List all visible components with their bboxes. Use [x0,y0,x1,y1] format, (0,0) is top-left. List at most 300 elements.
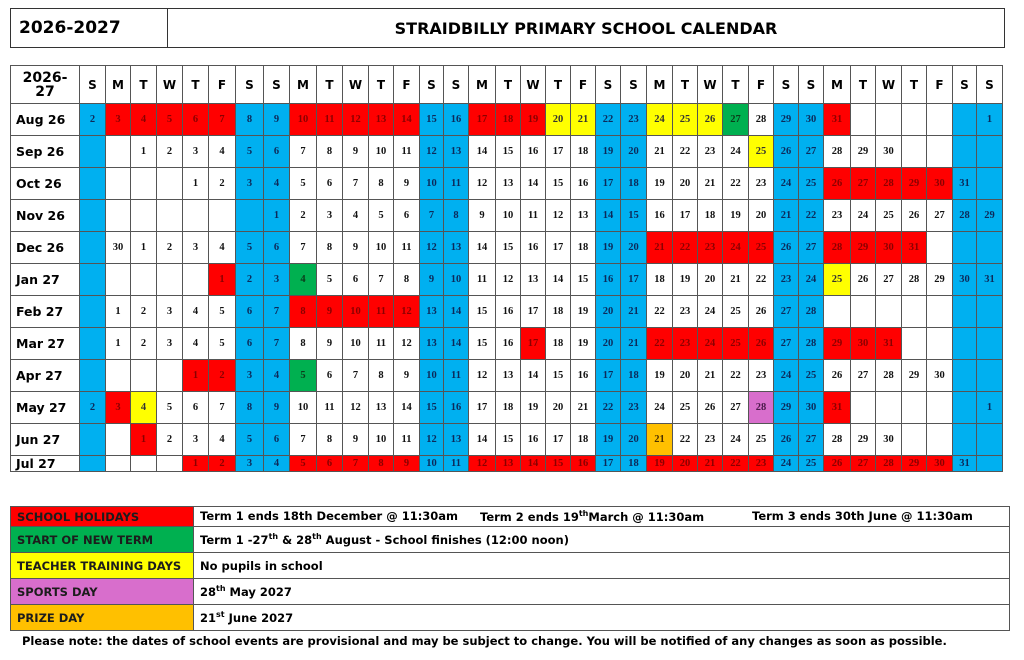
day-cell: 21 [571,104,596,136]
day-cell: 1 [264,200,290,232]
day-cell: 17 [546,424,571,456]
day-cell: 31 [824,392,851,424]
month-label: Nov 26 [11,200,80,232]
day-cell: 12 [469,456,496,472]
month-label: Feb 27 [11,296,80,328]
day-cell: 23 [749,456,774,472]
day-cell: 13 [496,168,521,200]
day-cell: 23 [749,360,774,392]
day-cell: 7 [264,296,290,328]
day-cell: 13 [444,232,469,264]
day-cell: 18 [496,392,521,424]
month-label: Apr 27 [11,360,80,392]
day-cell: 25 [799,456,824,472]
corner-label-line1: 2026- [22,69,68,86]
day-cell: 20 [673,360,698,392]
day-cell: 20 [621,232,647,264]
day-cell: 27 [927,200,953,232]
day-header: F [749,66,774,104]
day-cell: 3 [264,264,290,296]
day-cell: 28 [749,104,774,136]
day-cell: 6 [394,200,420,232]
day-cell: 31 [824,104,851,136]
day-cell: 12 [394,328,420,360]
day-cell: 20 [698,264,723,296]
day-cell: 11 [444,456,469,472]
day-cell [851,392,876,424]
day-cell: 2 [131,328,157,360]
day-header: S [236,66,264,104]
month-row [11,424,1003,456]
day-cell [876,104,902,136]
day-cell [851,104,876,136]
day-cell: 12 [343,104,369,136]
month-row [11,200,1003,232]
day-cell: 9 [420,264,444,296]
day-cell: 13 [420,296,444,328]
day-cell: 14 [469,232,496,264]
day-cell: 28 [749,392,774,424]
day-cell: 5 [209,296,236,328]
legend-row-holidays [11,507,1010,527]
day-cell: 30 [876,424,902,456]
day-cell: 18 [647,264,673,296]
day-cell [157,360,183,392]
day-header: W [876,66,902,104]
day-cell: 13 [521,264,546,296]
day-cell: 1 [183,168,209,200]
day-cell: 14 [444,296,469,328]
day-cell: 24 [774,168,799,200]
day-cell: 15 [546,168,571,200]
day-cell [977,360,1003,392]
day-cell: 8 [236,104,264,136]
day-cell: 26 [698,392,723,424]
day-cell [106,264,131,296]
day-cell: 30 [927,168,953,200]
day-cell: 11 [521,200,546,232]
day-cell: 18 [698,200,723,232]
day-header: S [596,66,621,104]
day-header: S [799,66,824,104]
day-cell: 27 [851,168,876,200]
title-box [10,8,1005,48]
day-cell: 2 [131,296,157,328]
day-cell: 4 [290,264,317,296]
day-cell: 20 [546,104,571,136]
month-label: Mar 27 [11,328,80,360]
day-cell: 26 [698,104,723,136]
day-cell: 7 [209,392,236,424]
day-cell: 28 [824,424,851,456]
day-cell: 29 [774,392,799,424]
day-cell: 11 [394,424,420,456]
day-header: S [953,66,977,104]
day-cell: 22 [799,200,824,232]
day-cell: 16 [521,424,546,456]
day-header: F [571,66,596,104]
day-cell [902,424,927,456]
day-cell: 20 [596,296,621,328]
day-cell [209,200,236,232]
day-cell: 20 [596,328,621,360]
day-cell [927,104,953,136]
day-cell: 10 [420,168,444,200]
day-cell [183,200,209,232]
day-cell: 30 [876,136,902,168]
day-cell: 25 [723,328,749,360]
day-cell: 28 [902,264,927,296]
day-cell: 5 [236,424,264,456]
month-label: May 27 [11,392,80,424]
day-cell: 20 [546,392,571,424]
day-cell [927,136,953,168]
day-cell: 8 [290,328,317,360]
day-cell: 4 [264,456,290,472]
day-cell: 24 [698,328,723,360]
day-cell: 26 [851,264,876,296]
day-cell: 10 [444,264,469,296]
day-cell: 23 [698,232,723,264]
day-cell: 7 [290,424,317,456]
day-cell: 24 [774,360,799,392]
day-cell: 30 [927,456,953,472]
day-cell: 28 [876,456,902,472]
day-cell: 14 [394,104,420,136]
day-cell: 8 [369,456,394,472]
day-header: W [521,66,546,104]
day-cell: 25 [799,360,824,392]
day-cell: 23 [621,392,647,424]
day-cell: 2 [290,200,317,232]
day-cell: 27 [799,136,824,168]
day-cell [80,232,106,264]
day-cell: 8 [369,168,394,200]
day-cell: 27 [774,328,799,360]
prize-day-rest: June 2027 [224,610,294,625]
day-cell: 27 [723,104,749,136]
day-cell: 12 [546,200,571,232]
day-cell: 17 [546,136,571,168]
day-cell: 24 [723,136,749,168]
day-header: T [369,66,394,104]
day-cell: 28 [824,232,851,264]
day-cell: 28 [799,328,824,360]
legend-desc-prize [194,605,1010,631]
day-cell: 5 [290,360,317,392]
legend-row-prize [11,605,1010,631]
day-cell [977,328,1003,360]
day-cell [80,360,106,392]
day-cell: 26 [824,168,851,200]
day-cell: 18 [621,168,647,200]
day-cell: 16 [521,136,546,168]
day-cell: 4 [183,296,209,328]
calendar-grid [10,65,1003,472]
page-title: STRAIDBILLY PRIMARY SCHOOL CALENDAR [394,18,778,38]
new-term-sup2: th [312,532,322,542]
day-cell: 5 [317,264,343,296]
day-header: M [106,66,131,104]
day-cell: 9 [317,328,343,360]
day-cell: 12 [496,264,521,296]
sports-day-sup: th [216,584,226,594]
legend-desc-new-term [194,527,1010,553]
day-cell: 16 [496,296,521,328]
day-cell: 24 [723,232,749,264]
day-cell: 13 [369,392,394,424]
day-cell: 17 [521,296,546,328]
day-cell: 15 [420,104,444,136]
month-row [11,232,1003,264]
day-cell [106,136,131,168]
day-cell: 17 [596,360,621,392]
day-cell: 16 [444,392,469,424]
day-cell: 6 [236,296,264,328]
day-header-row [11,66,1003,104]
day-cell: 23 [698,424,723,456]
day-cell: 7 [290,232,317,264]
day-cell: 14 [596,200,621,232]
day-cell: 19 [723,200,749,232]
day-cell: 29 [902,360,927,392]
day-cell [927,296,953,328]
day-cell: 8 [236,392,264,424]
day-cell: 22 [749,264,774,296]
day-cell: 7 [343,360,369,392]
day-cell: 14 [521,360,546,392]
day-cell: 23 [824,200,851,232]
day-cell: 31 [902,232,927,264]
day-cell: 31 [977,264,1003,296]
day-cell: 14 [394,392,420,424]
day-cell: 9 [394,456,420,472]
day-cell: 13 [369,104,394,136]
day-cell: 4 [343,200,369,232]
day-cell [80,296,106,328]
day-header: T [851,66,876,104]
day-cell: 10 [343,296,369,328]
day-cell: 30 [851,328,876,360]
day-cell: 23 [673,296,698,328]
day-cell: 21 [647,424,673,456]
day-header: S [420,66,444,104]
legend-row-training [11,553,1010,579]
day-header: W [698,66,723,104]
day-cell: 29 [851,232,876,264]
day-cell: 28 [876,168,902,200]
day-cell: 5 [369,200,394,232]
day-cell [953,104,977,136]
day-cell: 15 [469,328,496,360]
day-cell: 10 [420,360,444,392]
day-header: M [824,66,851,104]
day-header: T [183,66,209,104]
day-cell: 6 [183,392,209,424]
day-cell: 22 [647,296,673,328]
day-cell: 13 [444,136,469,168]
day-cell: 16 [571,456,596,472]
new-term-text-b: & 28 [278,532,313,547]
day-cell: 25 [673,104,698,136]
footer-note: Please note: the dates of school events are provisional and may be subject to change. You will be notified of any changes as soon as possible. [22,634,947,648]
day-cell: 24 [647,104,673,136]
day-cell: 3 [157,296,183,328]
day-cell [876,392,902,424]
day-header: T [902,66,927,104]
day-cell [80,424,106,456]
legend-desc-sports [194,579,1010,605]
day-cell: 22 [596,392,621,424]
day-cell [131,264,157,296]
day-cell: 11 [444,168,469,200]
day-cell: 19 [521,392,546,424]
day-cell: 7 [420,200,444,232]
day-cell: 29 [902,168,927,200]
day-cell: 16 [596,264,621,296]
month-row [11,360,1003,392]
day-cell: 4 [131,104,157,136]
day-cell: 24 [799,264,824,296]
day-cell [953,360,977,392]
day-cell: 3 [183,424,209,456]
day-cell [902,296,927,328]
day-cell: 29 [774,104,799,136]
school-year: 2026-2027 [11,9,168,47]
day-cell: 22 [596,104,621,136]
legend-label-sports: SPORTS DAY [11,579,194,605]
day-cell: 5 [157,104,183,136]
term2-end [480,509,752,524]
day-cell: 20 [621,424,647,456]
day-cell: 9 [317,296,343,328]
day-cell: 28 [953,200,977,232]
day-cell: 8 [317,136,343,168]
day-cell: 31 [953,168,977,200]
day-cell: 11 [317,392,343,424]
day-cell: 1 [106,296,131,328]
day-cell: 10 [290,104,317,136]
day-cell: 7 [264,328,290,360]
day-cell: 13 [571,200,596,232]
day-cell: 15 [621,200,647,232]
day-cell: 6 [317,360,343,392]
legend-table [10,506,1010,631]
day-cell: 29 [851,136,876,168]
day-cell: 15 [571,264,596,296]
day-cell: 5 [236,136,264,168]
day-cell: 30 [876,232,902,264]
day-cell [824,296,851,328]
day-cell: 17 [596,168,621,200]
day-cell: 2 [157,424,183,456]
day-cell [851,296,876,328]
day-cell: 15 [496,232,521,264]
day-cell: 18 [571,424,596,456]
day-cell: 10 [420,456,444,472]
day-cell: 12 [420,424,444,456]
day-cell: 3 [183,232,209,264]
day-header: T [131,66,157,104]
day-cell: 25 [799,168,824,200]
day-cell: 21 [698,360,723,392]
day-cell [106,200,131,232]
month-label: Jan 27 [11,264,80,296]
month-row [11,328,1003,360]
day-cell: 25 [723,296,749,328]
day-cell: 15 [496,424,521,456]
day-cell: 15 [546,456,571,472]
day-cell: 23 [621,104,647,136]
day-cell: 22 [673,232,698,264]
day-cell: 3 [236,360,264,392]
day-cell [106,168,131,200]
day-cell: 23 [673,328,698,360]
day-cell [876,296,902,328]
day-cell: 13 [496,456,521,472]
sports-day-num: 28 [200,584,217,599]
day-cell: 18 [621,360,647,392]
prize-day-num: 21 [200,610,217,625]
day-cell: 19 [521,104,546,136]
day-cell: 9 [343,136,369,168]
day-cell: 21 [647,136,673,168]
day-cell: 6 [236,328,264,360]
day-cell: 28 [876,360,902,392]
day-cell: 3 [317,200,343,232]
day-cell: 18 [546,328,571,360]
day-cell: 11 [317,104,343,136]
day-cell: 19 [571,328,596,360]
day-header: M [469,66,496,104]
day-cell: 11 [369,296,394,328]
day-cell: 4 [264,360,290,392]
day-cell: 24 [774,456,799,472]
day-cell: 18 [571,232,596,264]
day-cell: 1 [183,456,209,472]
day-cell: 25 [673,392,698,424]
day-cell: 6 [317,456,343,472]
day-cell: 29 [902,456,927,472]
month-label: Jun 27 [11,424,80,456]
day-cell: 1 [131,232,157,264]
day-cell: 6 [264,136,290,168]
day-cell: 8 [317,232,343,264]
day-cell: 2 [80,392,106,424]
day-cell: 17 [673,200,698,232]
day-cell: 9 [394,168,420,200]
day-cell: 16 [571,360,596,392]
month-row [11,168,1003,200]
day-header: T [673,66,698,104]
day-cell: 27 [876,264,902,296]
day-cell: 4 [131,392,157,424]
day-cell [902,104,927,136]
day-cell: 11 [394,232,420,264]
day-header: S [264,66,290,104]
day-header: F [209,66,236,104]
day-cell: 22 [723,360,749,392]
day-cell: 25 [824,264,851,296]
day-header: T [723,66,749,104]
day-cell [977,456,1003,472]
day-cell: 3 [236,456,264,472]
day-cell [80,136,106,168]
month-label: Sep 26 [11,136,80,168]
day-cell: 8 [317,424,343,456]
legend-label-holidays: SCHOOL HOLIDAYS [11,507,194,527]
day-cell: 9 [394,360,420,392]
